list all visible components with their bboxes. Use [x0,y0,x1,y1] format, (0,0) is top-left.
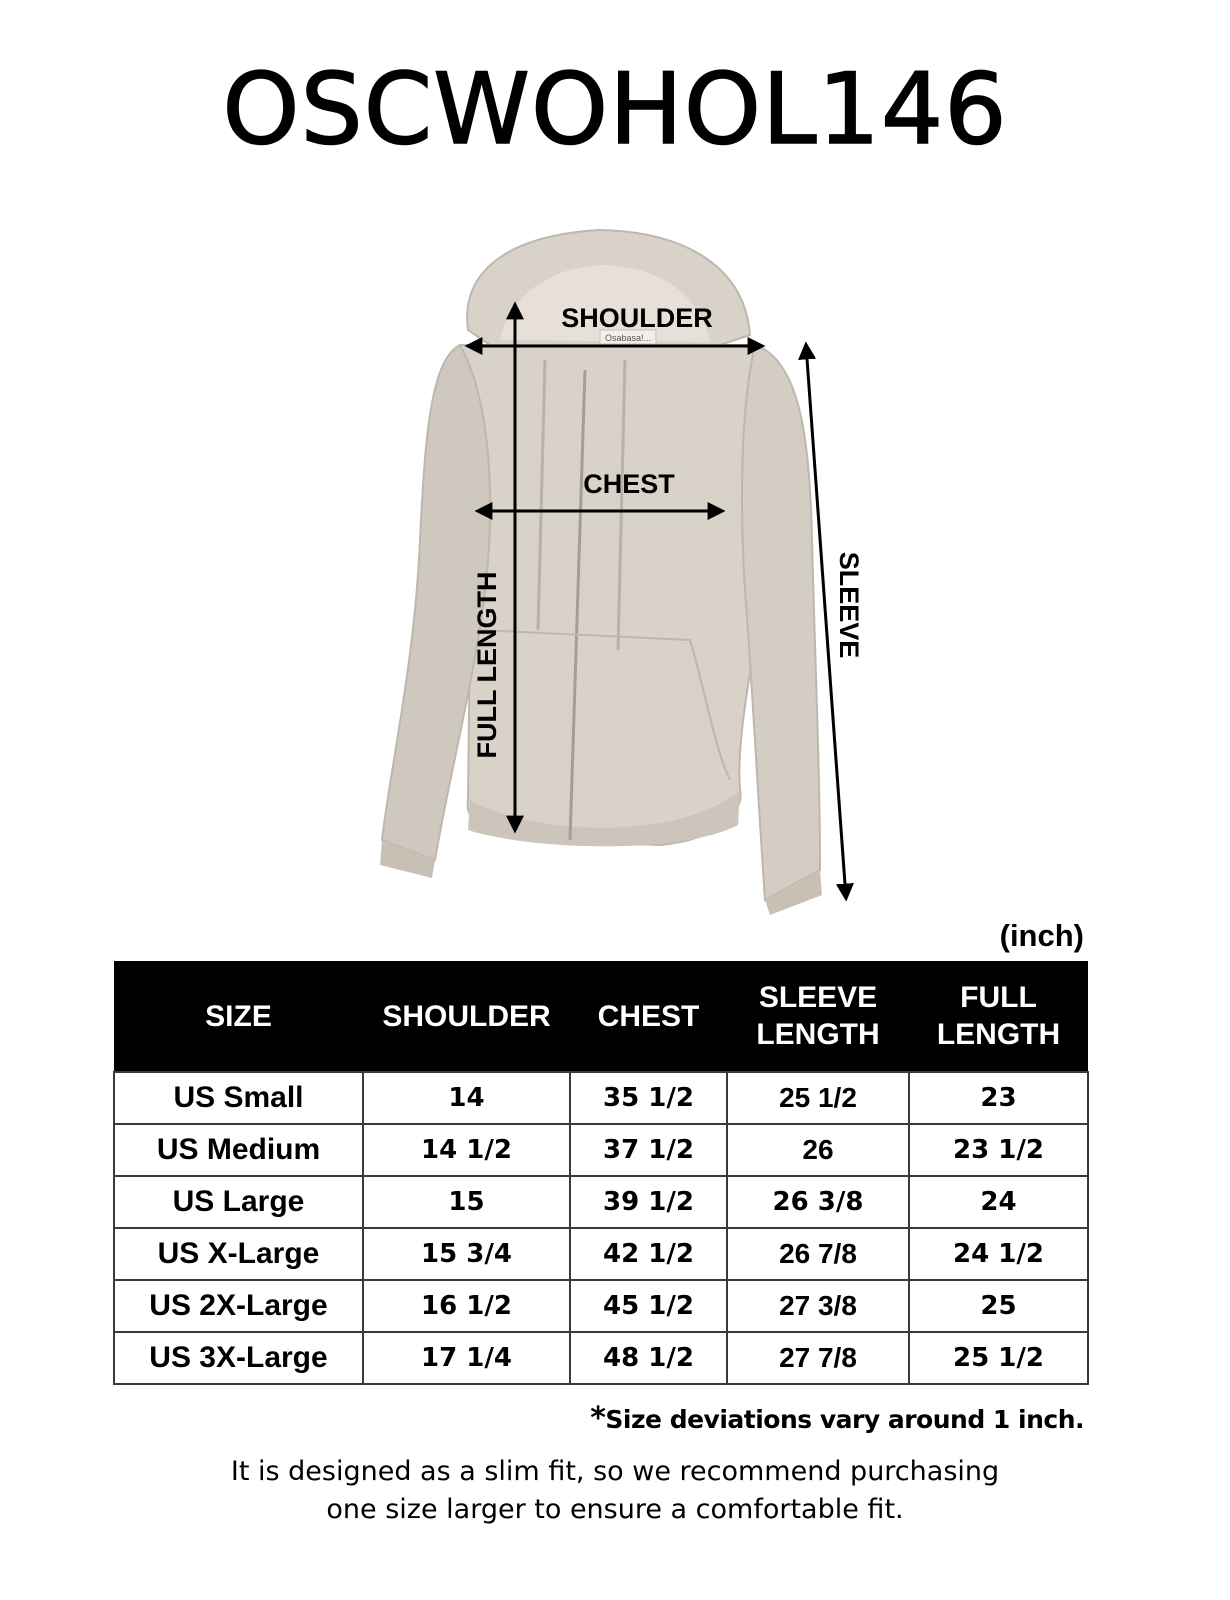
sleeve-cell: 26 3/8 [727,1176,909,1228]
table-row [114,1176,1088,1228]
table-row [114,1124,1088,1176]
chest-cell: 39 1/2 [570,1176,727,1228]
table-row [114,1228,1088,1280]
shoulder-cell: 15 3/4 [363,1228,570,1280]
size-cell: US X-Large [114,1228,363,1280]
fit-text-line-1: It is designed as a slim fit, so we recommend purchasing [230,1456,1000,1487]
table-row [114,1072,1088,1124]
size-cell: US 3X-Large [114,1332,363,1384]
chest-cell: 35 1/2 [570,1072,727,1124]
hoodie-measurement-figure [360,210,880,920]
header-shoulder: SHOULDER [363,961,570,1072]
chest-cell: 37 1/2 [570,1124,727,1176]
chest-cell: 45 1/2 [570,1280,727,1332]
chest-label: CHEST [583,469,675,499]
shoulder-cell: 14 [363,1072,570,1124]
shoulder-cell: 15 [363,1176,570,1228]
header-size: SIZE [114,961,363,1072]
chest-cell: 48 1/2 [570,1332,727,1384]
full-length-cell: 25 1/2 [909,1332,1088,1384]
shoulder-cell: 17 1/4 [363,1332,570,1384]
header-sleeve-length [727,961,909,1072]
table-header-row [114,961,1088,1072]
full-length-cell: 24 [909,1176,1088,1228]
sleeve-cell: 25 1/2 [727,1072,909,1124]
full-length-cell: 23 1/2 [909,1124,1088,1176]
shoulder-cell: 14 1/2 [363,1124,570,1176]
fit-text-line-2: one size larger to ensure a comfortable fit. [326,1494,904,1525]
sleeve-cell: 26 [727,1124,909,1176]
brand-tag-text: Osabasa!... [604,333,652,343]
header-full-line2: LENGTH [936,1018,1061,1051]
header-sleeve-line2: LENGTH [756,1018,880,1051]
size-cell: US Large [114,1176,363,1228]
full-length-cell: 25 [909,1280,1088,1332]
hoodie-illustration [360,210,880,920]
sleeve-label: SLEEVE [834,551,864,659]
size-cell: US 2X-Large [114,1280,363,1332]
chest-cell: 42 1/2 [570,1228,727,1280]
header-sleeve-line1: SLEEVE [758,981,878,1014]
shoulder-label: SHOULDER [561,303,713,333]
sleeve-cell: 27 7/8 [727,1332,909,1384]
size-cell: US Small [114,1072,363,1124]
size-chart-table [113,961,1089,1385]
header-full-line1: FULL [960,981,1037,1014]
size-deviation-note [590,1401,1084,1440]
full-length-label: FULL LENGTH [472,571,502,759]
full-length-cell: 24 1/2 [909,1228,1088,1280]
sleeve-cell: 26 7/8 [727,1228,909,1280]
size-cell: US Medium [114,1124,363,1176]
product-code-title: OSCWOHOL146 [222,53,1008,167]
shoulder-cell: 16 1/2 [363,1280,570,1332]
header-full-length [909,961,1088,1072]
sleeve-cell: 27 3/8 [727,1280,909,1332]
table-row [114,1332,1088,1384]
unit-label: (inch) [999,918,1084,953]
full-length-cell: 23 [909,1072,1088,1124]
note-text: Size deviations vary around 1 inch. [605,1405,1084,1434]
header-chest: CHEST [570,961,727,1072]
note-asterisk: * [590,1401,606,1436]
table-row [114,1280,1088,1332]
